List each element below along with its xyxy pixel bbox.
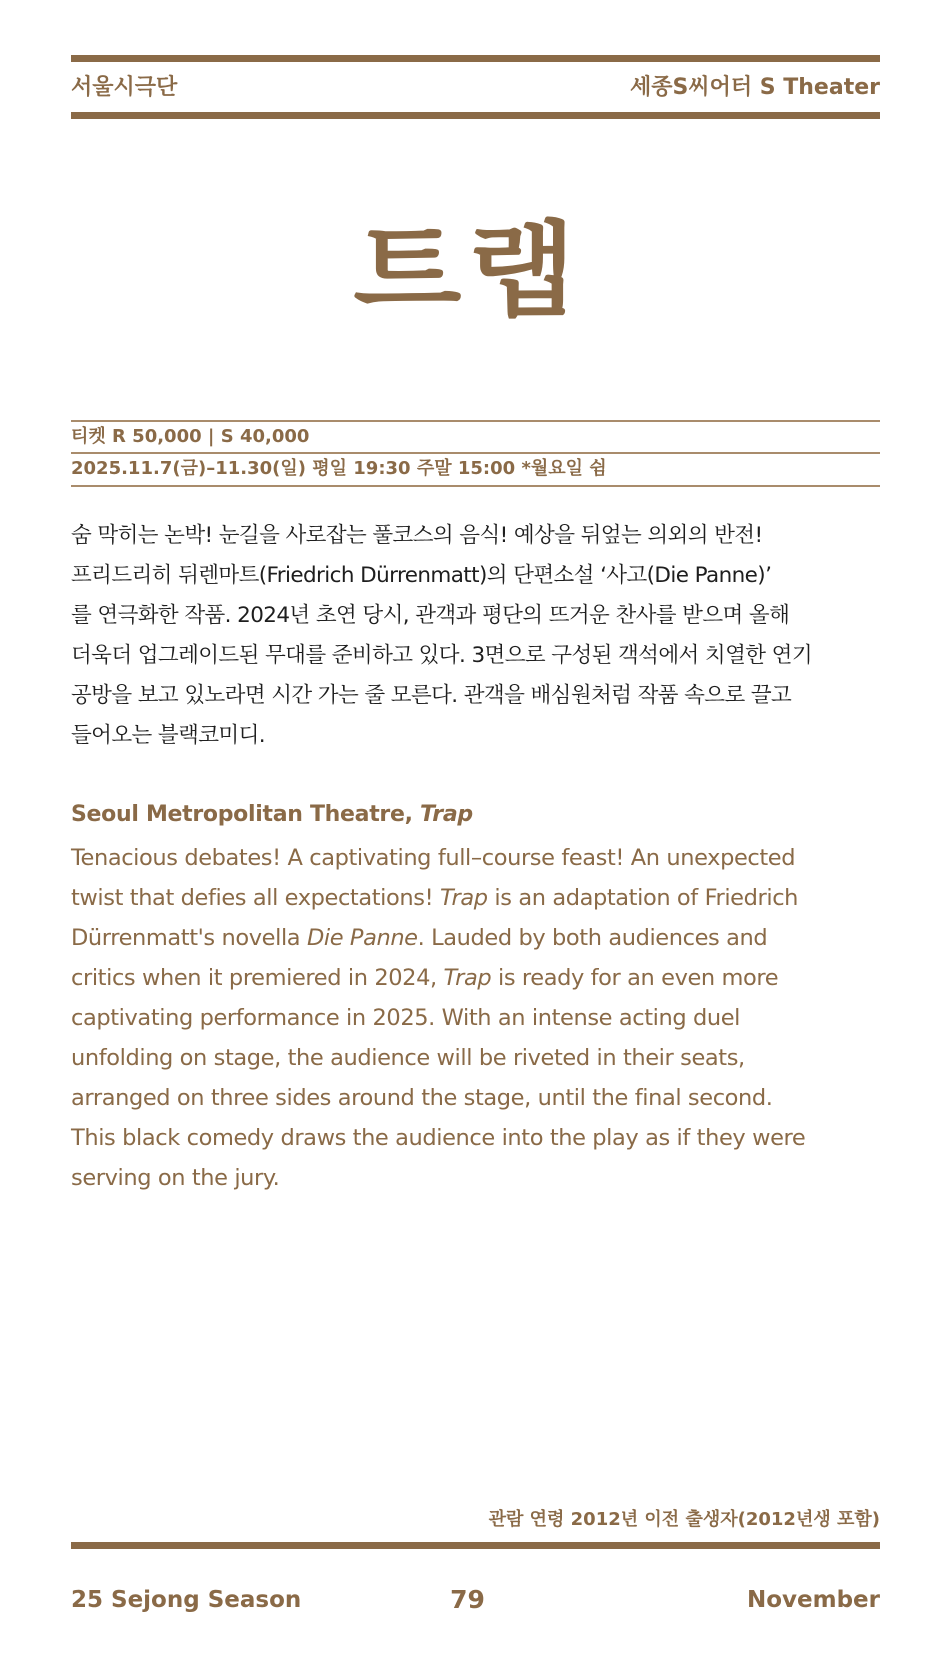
- header-bottom-rule: [71, 112, 880, 119]
- season-label: 25 Sejong Season: [71, 1587, 302, 1613]
- english-heading: [71, 800, 473, 830]
- performance-schedule: 2025.11.7(금)–11.30(일) 평일 19:30 주말 15:00 *월요일 쉼: [71, 458, 607, 479]
- english-line: unfolding on stage, the audience will be riveted in their seats,: [71, 1045, 745, 1071]
- english-line: critics when it premiered in 2024, Trap is ready for an even more: [71, 965, 779, 991]
- english-line: twist that defies all expectations! Trap is an adaptation of Friedrich: [71, 885, 799, 911]
- korean-line: 공방을 보고 있노라면 시간 가는 줄 모른다. 관객을 배심원처럼 작품 속으로 끌고: [71, 683, 792, 708]
- korean-line: 프리드리히 뒤렌마트(Friedrich Dürrenmatt)의 단편소설 ‘사고(Die Panne)’: [71, 563, 772, 588]
- english-line: Dürrenmatt's novella Die Panne. Lauded by both audiences and: [71, 925, 768, 951]
- english-heading-prefix: Seoul Metropolitan Theatre,: [71, 802, 421, 827]
- venue-name: 세종S씨어터 S Theater: [630, 75, 880, 100]
- korean-description: [71, 516, 891, 756]
- korean-line: 를 연극화한 작품. 2024년 초연 당시, 관객과 평단의 뜨거운 찬사를 받으며 올해: [71, 603, 790, 628]
- top-rule: [71, 55, 880, 62]
- ticket-prices: 티켓 R 50,000 | S 40,000: [71, 426, 310, 447]
- english-line: arranged on three sides around the stage, until the final second.: [71, 1085, 773, 1111]
- english-line: Tenacious debates! A captivating full–course feast! An unexpected: [71, 845, 796, 871]
- page-title: 트랩: [353, 211, 582, 331]
- info-top-rule: [71, 420, 880, 422]
- english-line: serving on the jury.: [71, 1165, 280, 1191]
- english-heading-title: Trap: [420, 802, 473, 827]
- footer-rule: [71, 1542, 880, 1549]
- info-middle-rule: [71, 452, 880, 454]
- korean-line: 숨 막히는 논박! 눈길을 사로잡는 풀코스의 음식! 예상을 뒤엎는 의외의 반전!: [71, 523, 763, 548]
- english-line: captivating performance in 2025. With an intense acting duel: [71, 1005, 741, 1031]
- korean-line: 들어오는 블랙코미디.: [71, 723, 265, 748]
- company-name: 서울시극단: [71, 75, 178, 100]
- month-label: November: [746, 1587, 880, 1613]
- page-number: 79: [450, 1585, 485, 1614]
- english-description: [71, 838, 901, 1198]
- age-limit: 관람 연령 2012년 이전 출생자(2012년생 포함): [488, 1509, 880, 1530]
- info-bottom-rule: [71, 485, 880, 487]
- korean-line: 더욱더 업그레이드된 무대를 준비하고 있다. 3면으로 구성된 객석에서 치열한 연기: [71, 643, 813, 668]
- english-line: This black comedy draws the audience into the play as if they were: [71, 1125, 806, 1151]
